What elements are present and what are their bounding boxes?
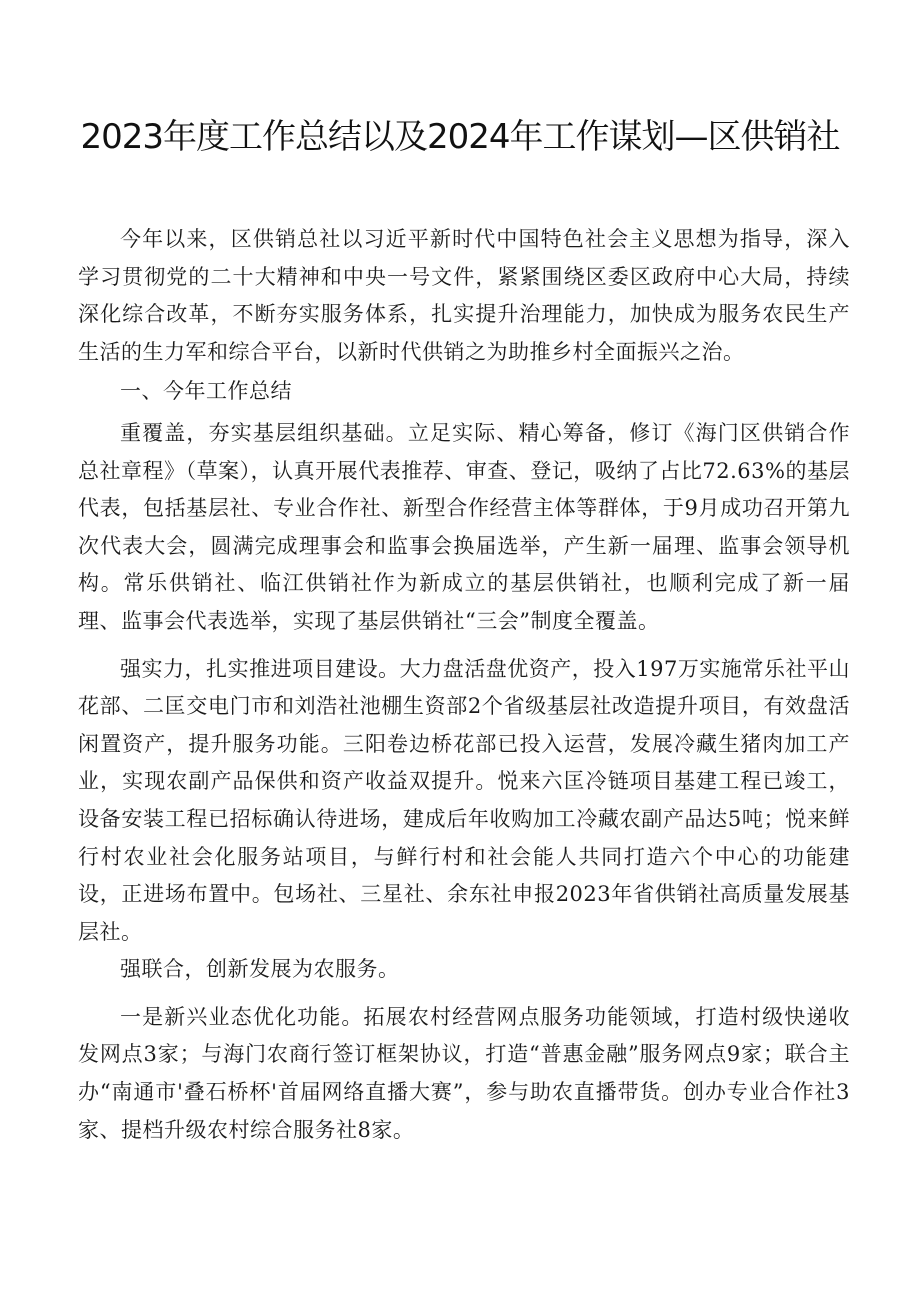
- intro-paragraph: 今年以来，区供销总社以习近平新时代中国特色社会主义思想为指导，深入学习贯彻党的二十大精神和中央一号文件，紧紧围绕区委区政府中心大局，持续深化综合改革，不断夯实服务体系，扎实提升治理能力，加快成为服务农民生产生活的生力军和综合平台，以新时代供销之为助推乡村全面振兴之治。: [78, 227, 850, 364]
- subsection-heading: 强联合，创新发展为农服务。: [120, 957, 400, 982]
- body-paragraph: 重覆盖，夯实基层组织基础。立足实际、精心筹备，修订《海门区供销合作总社章程》（草案），认真开展代表推荐、审查、登记，吸纳了占比72.63%的基层代表，包括基层社、专业合作社、新型合作经营主体等群体，于9月成功召开第九次代表大会，圆满完成理事会和监事会换届选举，产生新一届理、监事会领导机构。常乐供销社、临江供销社作为新成立的基层供销社，也顺利完成了新一届理、监事会代表选举，实现了基层供销社“三会”制度全覆盖。: [78, 420, 850, 633]
- document-body: [78, 221, 850, 1149]
- body-paragraph: 强实力，扎实推进项目建设。大力盘活盘优资产，投入197万实施常乐社平山花部、二匡交电门市和刘浩社池棚生资部2个省级基层社改造提升项目，有效盘活闲置资产，提升服务功能。三阳卷边桥花部已投入运营，发展冷藏生猪肉加工产业，实现农副产品保供和资产收益双提升。悦来六匡冷链项目基建工程已竣工，设备安装工程已招标确认待进场，建成后年收购加工冷藏农副产品达5吨；悦来鲜行村农业社会化服务站项目，与鲜行村和社会能人共同打造六个中心的功能建设，正进场布置中。包场社、三星社、余东社申报2023年省供销社高质量发展基层社。: [78, 656, 850, 944]
- body-paragraph: 一是新兴业态优化功能。拓展农村经营网点服务功能领域，打造村级快递收发网点3家；与海门农商行签订框架协议，打造“普惠金融”服务网点9家；联合主办“南通市'叠石桥杯'首届网络直播大赛”，参与助农直播带货。创办专业合作社3家、提档升级农村综合服务社8家。: [78, 1004, 850, 1142]
- section-heading: 一、今年工作总结: [120, 379, 292, 404]
- document-title: 2023年度工作总结以及2024年工作谋划—区供销社: [80, 117, 840, 157]
